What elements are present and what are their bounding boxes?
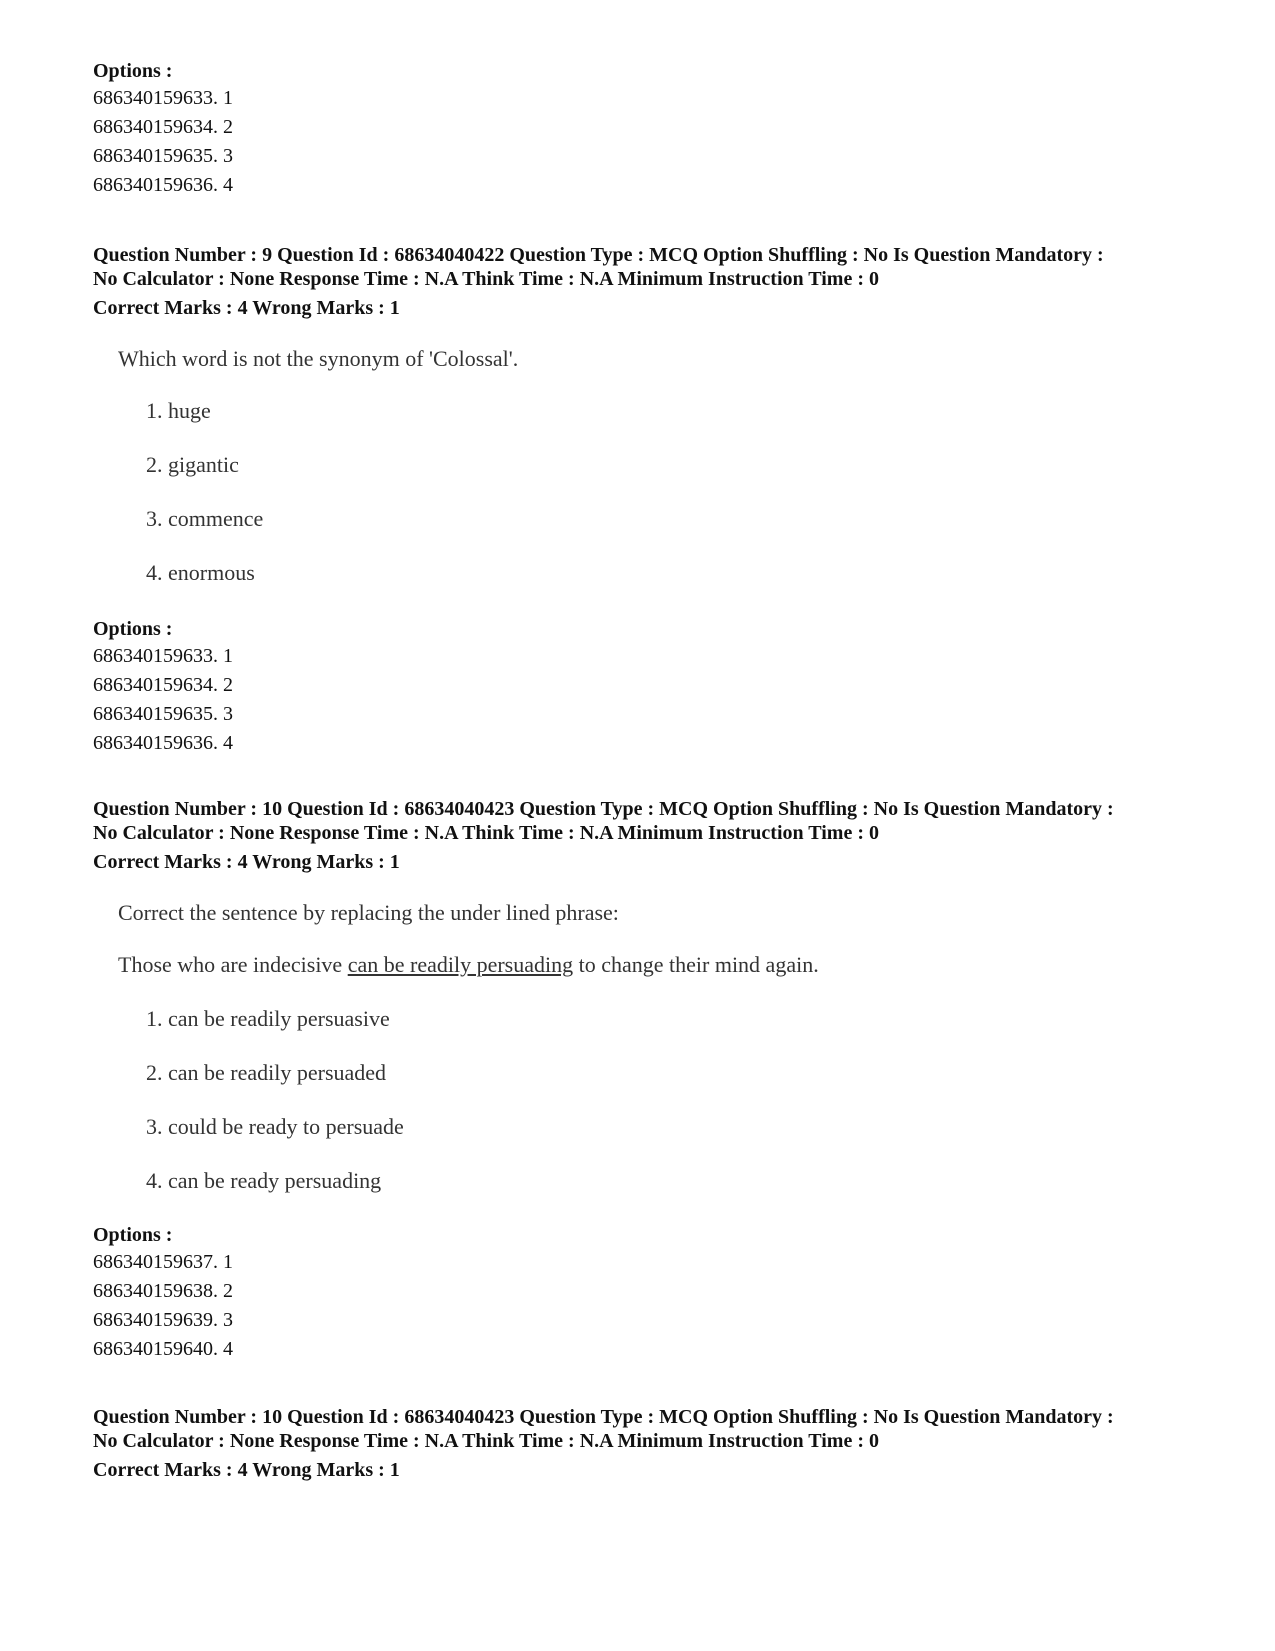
q10-meta <box>93 797 1114 874</box>
option-line: 686340159633. 1 <box>93 645 233 667</box>
options-label: Options : <box>93 618 173 640</box>
q9-choice-2: 2. gigantic <box>146 452 239 477</box>
q10-choice-3: 3. could be ready to persuade <box>146 1114 404 1139</box>
option-line: 686340159635. 3 <box>93 145 233 167</box>
q10-instruction: Correct the sentence by replacing the under lined phrase: <box>118 900 619 925</box>
option-line: 686340159634. 2 <box>93 674 233 696</box>
options-label: Options : <box>93 1224 173 1246</box>
q10-choice-4: 4. can be ready persuading <box>146 1168 382 1193</box>
q9-meta-line-1: Question Number : 9 Question Id : 68634040422 Question Type : MCQ Option Shuffling : No Is Question Mandatory : <box>93 244 1104 266</box>
q9-question-image <box>118 345 1018 595</box>
option-line: 686340159638. 2 <box>93 1280 233 1302</box>
q9-choice-3: 3. commence <box>146 506 264 531</box>
q9-choice-1: 1. huge <box>146 398 211 423</box>
q9-meta <box>93 243 1104 320</box>
q9-marks: Correct Marks : 4 Wrong Marks : 1 <box>93 297 400 319</box>
q10-choice-1: 1. can be readily persuasive <box>146 1006 390 1031</box>
q9-question-text: Which word is not the synonym of 'Colossal'. <box>118 346 519 371</box>
option-line: 686340159636. 4 <box>93 174 233 196</box>
option-line: 686340159633. 1 <box>93 87 233 109</box>
options-block-top <box>93 58 233 200</box>
q10-meta-line-1: Question Number : 10 Question Id : 68634040423 Question Type : MCQ Option Shuffling : No Is Question Mandatory : <box>93 798 1114 820</box>
options-label: Options : <box>93 60 173 82</box>
option-line: 686340159637. 1 <box>93 1251 233 1273</box>
q10-marks: Correct Marks : 4 Wrong Marks : 1 <box>93 851 400 873</box>
q10-sentence <box>118 951 819 979</box>
q10-repeat-meta <box>93 1405 1114 1482</box>
q9-choice-4: 4. enormous <box>146 560 255 585</box>
q10-choice-2: 2. can be readily persuaded <box>146 1060 387 1085</box>
q10-sentence-before: Those who are indecisive <box>118 952 348 977</box>
q10-repeat-marks: Correct Marks : 4 Wrong Marks : 1 <box>93 1459 400 1481</box>
q10-question-image <box>118 899 1068 1199</box>
option-line: 686340159636. 4 <box>93 732 233 754</box>
option-line: 686340159640. 4 <box>93 1338 233 1360</box>
option-line: 686340159635. 3 <box>93 703 233 725</box>
q10-repeat-meta-line-2: No Calculator : None Response Time : N.A Think Time : N.A Minimum Instruction Time : 0 <box>93 1430 879 1452</box>
q9-meta-line-2: No Calculator : None Response Time : N.A Think Time : N.A Minimum Instruction Time : 0 <box>93 268 879 290</box>
option-line: 686340159634. 2 <box>93 116 233 138</box>
q10-repeat-meta-line-1: Question Number : 10 Question Id : 68634040423 Question Type : MCQ Option Shuffling : No Is Question Mandatory : <box>93 1406 1114 1428</box>
q10-options-block <box>93 1222 233 1364</box>
q9-options-block <box>93 616 233 758</box>
q10-sentence-after: to change their mind again. <box>573 952 819 977</box>
q10-sentence-underlined: can be readily persuading <box>347 952 574 977</box>
q10-meta-line-2: No Calculator : None Response Time : N.A Think Time : N.A Minimum Instruction Time : 0 <box>93 822 879 844</box>
option-line: 686340159639. 3 <box>93 1309 233 1331</box>
